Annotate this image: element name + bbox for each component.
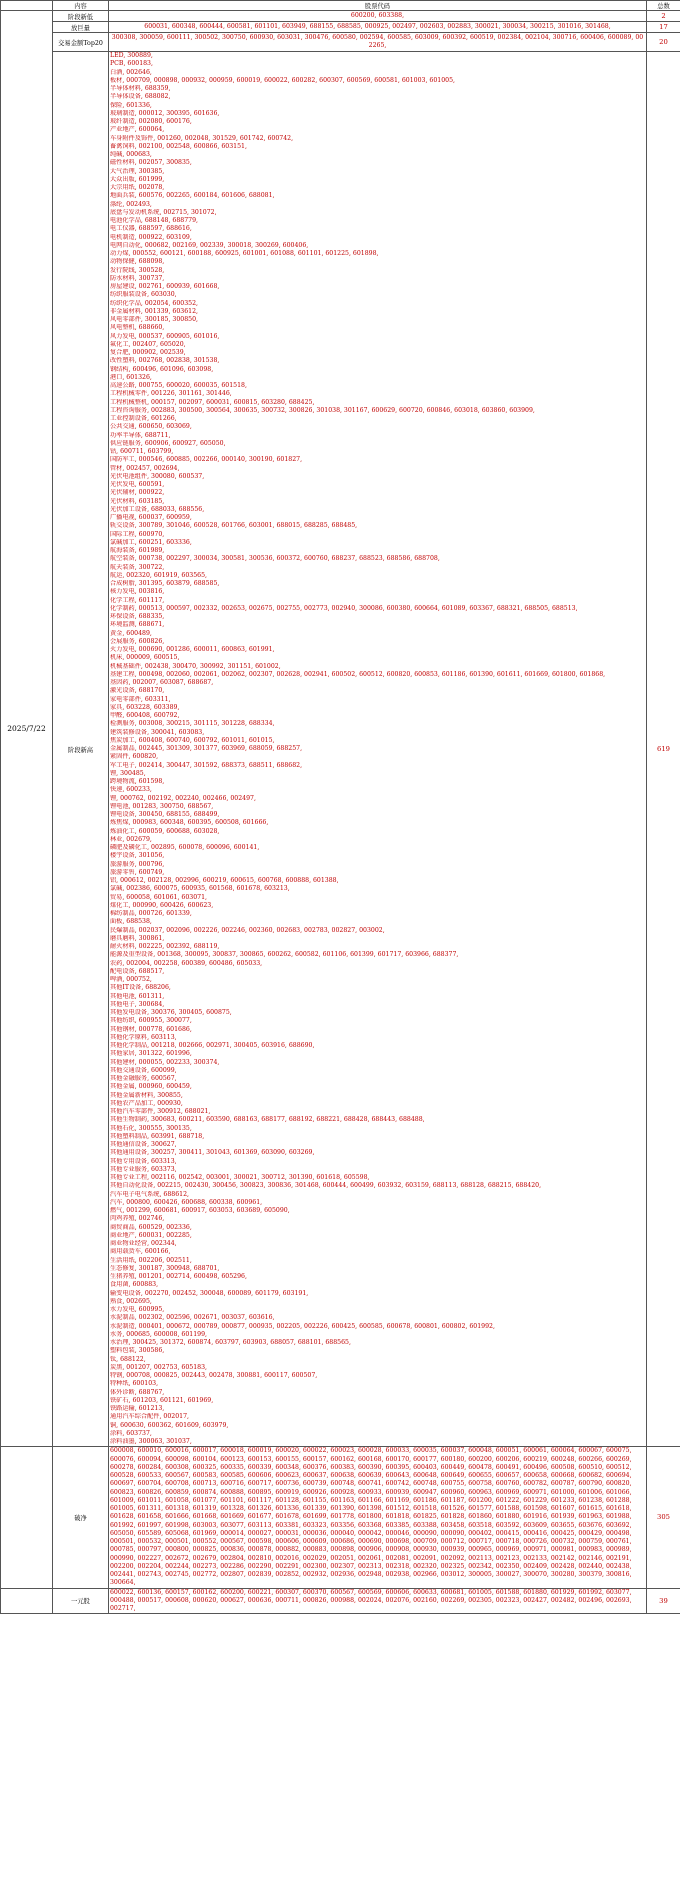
row-below-net-asset (1, 1447, 680, 1588)
code-line: 大气治理, 300385, (110, 167, 165, 175)
code-line: 生活用纸, 002206, 002511, (110, 1256, 192, 1264)
code-line: 核力发电, 003816, (110, 588, 165, 596)
code-line: 化学制药, 000513, 000597, 002332, 002653, 002675, 002755, 002773, 002940, 300086, 600380, 600664, 601089, 603367, 688321, 688505, 688513, (110, 604, 578, 612)
code-line: 605050, 605589, 605068, 601969, 000014, 000027, 000031, 000036, 000040, 000042, 000046, 000090, 000090, 000402, 000415, 000416, 000425, 000429, 000498, (110, 1529, 632, 1537)
code-line: 动力煤, 000552, 600121, 600188, 600925, 601001, 601088, 601101, 601225, 601898, (110, 250, 379, 257)
code-line: 耐火材料, 002225, 002392, 688119, (110, 943, 220, 950)
code-line: 火力发电, 000690, 001286, 600011, 600863, 601991, (110, 646, 275, 653)
code-line: 环境监测, 688671, (110, 621, 165, 629)
code-line: 环保设备, 688335, (110, 613, 165, 620)
code-line: 600076, 600094, 600098, 600104, 600123, 600153, 600155, 600157, 600162, 600168, 600170, 600177, 600180, 600200, 600206, 600219, 600248, 600266, 600269, (110, 1455, 632, 1463)
code-line: 其他农产品加工, 000930, (110, 1099, 183, 1107)
codes-cell (109, 52, 647, 1447)
code-line: 化学工程, 601117, (110, 596, 165, 604)
code-line: 复合肥, 000902, 002539, (110, 349, 186, 356)
code-line: 炼焦煤, 000983, 600348, 600395, 600508, 601666, (110, 819, 269, 827)
code-line: 保险, 601336, (110, 101, 152, 109)
code-line: 锂电池, 001283, 300750, 688567, (110, 802, 214, 810)
code-line: 钢结构, 600496, 601096, 603098, (110, 365, 214, 373)
header-row (1, 1, 680, 11)
code-line: 工程机械零件, 001226, 301161, 301446, (110, 390, 232, 398)
code-line: 铁路运输, 601213, (110, 1405, 165, 1412)
code-line: 其他生物制药, 300683, 600211, 603590, 688163, 688177, 688192, 688221, 688428, 688443, 688488, (110, 1116, 425, 1124)
code-line: 其他金属新材料, 300855, (110, 1091, 183, 1099)
code-line: 黄金, 600489, (110, 629, 152, 637)
code-line: 动物保健, 688098, (110, 258, 165, 266)
code-line: 管材, 002457, 002694, (110, 464, 180, 472)
code-line: 林业, 002679, (110, 835, 152, 843)
code-line: 会展服务, 600826, (110, 637, 165, 645)
code-line: 配电设备, 688517, (110, 967, 165, 975)
code-line: 紧固件, 600820, (110, 753, 159, 761)
code-line: 基建工程, 000498, 002060, 002061, 002062, 002307, 002628, 002941, 600502, 600512, 600820, 600853, 601186, 601390, 601611, 601669, 601800, 601868, (110, 670, 606, 678)
code-line: 300664, (110, 1579, 136, 1587)
code-line: 其他钢材, 000778, 601686, (110, 1025, 192, 1033)
code-line: 商贸商品, 600529, 002336, (110, 1223, 192, 1231)
code-line: 金属制品, 002445, 301309, 301377, 603969, 688059, 688257, (110, 745, 303, 752)
code-line: 其他IT设备, 688206, (110, 984, 171, 992)
category-cell: 交易金额Top20 (53, 33, 109, 52)
code-line: 水治理, 300425, 301372, 600874, 603797, 603903, 688057, 688101, 688565, (110, 1339, 351, 1346)
code-line: 航天装备, 300722, (110, 563, 165, 571)
code-line: 跨境物流, 601598, (110, 778, 165, 785)
total-cell: 305 (647, 1447, 680, 1588)
code-line: 快递, 600233, (110, 786, 152, 794)
code-line: 铜, 600630, 600362, 601609, 603979, (110, 1421, 229, 1429)
code-line: 合成树脂, 301395, 603879, 688585, (110, 580, 220, 587)
code-line: 600022, 600136, 600157, 600162, 600200, 600221, 600307, 600370, 600567, 600569, 600606, 600633, 600681, 601005, 601588, 601880, 601929, 601992, 603077, (110, 1588, 632, 1596)
code-line: 600528, 600533, 600567, 600583, 600585, 600606, 600623, 600637, 600638, 600639, 600643, 600648, 600649, 600655, 600657, 600658, 600668, 600682, 600694, (110, 1472, 632, 1479)
code-line: 000785, 000797, 000800, 000825, 000836, 000878, 000882, 000883, 000898, 000906, 000908, 000930, 000939, 000965, 000969, 000971, 000981, 000983, 000989, (110, 1546, 632, 1554)
category-cell: 破净 (53, 1447, 109, 1588)
code-line: 商用载货车, 600166, (110, 1248, 171, 1256)
code-line: 轨交设备, 300789, 301046, 600528, 601766, 603001, 688015, 688285, 688485, (110, 522, 358, 530)
code-line: 车身附件及饰件, 001260, 002048, 301529, 601742, 600742, (110, 134, 294, 142)
code-line: 其他汽车零部件, 300912, 688021, (110, 1108, 211, 1115)
code-line: 底盘与发动机系统, 002715, 301072, (110, 208, 217, 216)
code-line: 农药, 002004, 002258, 600389, 600486, 605033, (110, 959, 263, 967)
code-line: 汽车电子电气系统, 688612, (110, 1190, 190, 1198)
code-line: 家电零部件, 603311, (110, 695, 171, 703)
code-line: 供应链服务, 600906, 600927, 605050, (110, 439, 226, 447)
code-line: 涂料, 603737, (110, 1429, 152, 1437)
total-cell: 2 (647, 11, 680, 22)
code-line: 旅游服务, 000796, (110, 860, 165, 868)
code-line: 锂, 300485, (110, 769, 146, 777)
code-line: 光伏发电, 600591, (110, 481, 165, 488)
code-line: 燃气, 001299, 600681, 600917, 603053, 603689, 605090, (110, 1207, 290, 1214)
code-line: 贸易, 600058, 601061, 603071, (110, 893, 208, 901)
code-line: 600008, 600010, 600016, 600017, 600018, 600019, 600020, 600022, 600023, 600028, 600033, 600035, 600037, 600048, 600051, 600061, 600064, 600067, 600075, (110, 1447, 632, 1455)
code-line: 铁矿石, 601203, 601121, 601969, (110, 1396, 214, 1404)
code-line: 风力发电, 000537, 600905, 601016, (110, 332, 220, 340)
code-line: 其他发电设备, 300376, 300405, 600875, (110, 1009, 232, 1016)
code-line: 601009, 601011, 601058, 601077, 601101, 601117, 601128, 601155, 601163, 601166, 601169, 601186, 601187, 601200, 601222, 601229, 601233, 601238, 601288, (110, 1496, 632, 1504)
code-line: 产业地产, 600064, (110, 126, 165, 134)
code-line: 其他塑料制品, 603991, 688718, (110, 1132, 205, 1140)
code-line: 水务, 000685, 600008, 601199, (110, 1330, 208, 1338)
row-huge-volume (1, 22, 680, 33)
code-line: 工程机械整机, 000157, 002097, 600031, 600815, 603280, 688425, (110, 398, 315, 406)
code-line: 002200, 002204, 002244, 002273, 002286, 002290, 002291, 002300, 002307, 002313, 002318, 002320, 002325, 002342, 002350, 002409, 002428, 002440, 002438, (110, 1562, 632, 1570)
code-line: 其他电子, 300684, (110, 1000, 165, 1008)
code-line: 地面兵装, 600576, 002265, 600184, 601606, 688081, (110, 192, 275, 200)
total-cell: 39 (647, 1588, 680, 1614)
code-line: 其他通信设备, 300627, (110, 1141, 177, 1148)
code-line: 啤酒, 000752, (110, 976, 152, 983)
code-line: 磨具磨料, 300861, (110, 934, 165, 942)
category-cell: 一元股 (53, 1588, 109, 1614)
code-line: 检测服务, 003008, 300215, 301115, 301228, 688334, (110, 720, 275, 728)
total-cell: 17 (647, 22, 680, 33)
code-line: 600823, 600826, 600859, 600874, 600888, 600895, 600919, 600926, 600928, 600933, 600939, 600947, 600960, 600963, 600969, 600971, 601000, 601006, 601066, (110, 1488, 632, 1496)
code-line: 其他建材, 000055, 002233, 300374, (110, 1058, 220, 1066)
code-line: 其他交通设备, 600099, (110, 1066, 177, 1074)
code-line: 其他专业服务, 603373, (110, 1165, 177, 1173)
total-cell: 619 (647, 52, 680, 1447)
code-line: 氯碱, 002386, 600075, 600935, 601568, 601678, 603213, (110, 885, 290, 893)
code-line: 炼油化工, 600059, 600688, 603028, (110, 827, 220, 835)
code-line: 房屋建设, 002761, 600939, 601668, (110, 283, 220, 290)
row-new-high (1, 52, 680, 1447)
row-one-yuan-stock (1, 1588, 680, 1614)
code-line: 其他专业工程, 002116, 002542, 003001, 300021, 300712, 301390, 601618, 605598, (110, 1174, 370, 1181)
code-line: 煤化工, 000990, 600426, 600623, (110, 901, 214, 909)
code-line: 电池化学品, 688148, 688779, (110, 217, 199, 224)
code-line: 其他通用设备, 300257, 300411, 301043, 601369, 603090, 603269, (110, 1149, 315, 1157)
code-line: 磁性材料, 002057, 300835, (110, 159, 192, 167)
code-line: 光伏加工设备, 688033, 688556, (110, 505, 205, 513)
code-line: 电工仪器, 688597, 688616, (110, 225, 192, 233)
code-line: 航海装备, 601989, (110, 547, 165, 554)
code-line: 基因药, 002007, 603087, 688687, (110, 679, 214, 686)
codes-cell (109, 1588, 647, 1614)
code-line: 肉鸡养殖, 002746, (110, 1215, 165, 1223)
code-line: 大众出版, 601999, (110, 175, 165, 183)
code-line: 纯碱, 000683, (110, 151, 152, 158)
code-line: 商业物业经营, 002344, (110, 1240, 177, 1247)
code-line: 楼宇设备, 301056, (110, 852, 165, 860)
code-line: 其他自动化设备, 002215, 002430, 300456, 300823, 300836, 301468, 600444, 600499, 603932, 603159, 688113, 688128, 688215, 688420, (110, 1182, 542, 1190)
header-total: 总数 (647, 1, 680, 11)
code-line: 通用汽车综合配件, 002017, (110, 1413, 190, 1421)
code-line: 机械基础件, 002438, 300470, 300992, 301151, 601002, (110, 662, 281, 670)
code-line: 发行院线, 300528, (110, 266, 165, 274)
row-new-low (1, 11, 680, 22)
code-line: 其他石化, 300555, 300135, (110, 1124, 192, 1132)
code-line: 生态修复, 300187, 300948, 688701, (110, 1264, 220, 1272)
code-line: 风电零部件, 300185, 300850, (110, 316, 199, 323)
code-line: 涤纶, 002493, (110, 200, 152, 208)
code-line: 600697, 600704, 600708, 600713, 600716, 600717, 600736, 600739, 600748, 600741, 600742, 600748, 600755, 600758, 600760, 600782, 600787, 600790, 600820, (110, 1480, 632, 1488)
code-line: 塑料包装, 300586, (110, 1347, 165, 1355)
code-line: 大宗用纸, 002078, (110, 184, 165, 191)
code-line: 光伏辅材, 000922, (110, 489, 165, 497)
category-cell: 阶段新低 (53, 11, 109, 22)
codes-cell (109, 1447, 647, 1588)
code-line: 白酒, 002646, (110, 68, 152, 76)
code-line: PCB, 600183, (110, 60, 153, 68)
code-line: 水泥制造, 000401, 000672, 000789, 000877, 000935, 002205, 002226, 600425, 600585, 600678, 600801, 600802, 601992, (110, 1322, 495, 1330)
code-line: 水泥制品, 002302, 002596, 002671, 003037, 603616, (110, 1314, 275, 1322)
code-line: 其他家居, 301322, 601996, (110, 1050, 192, 1058)
code-line: 纺织化学品, 002054, 600352, (110, 299, 199, 307)
code-line: 激光设备, 688170, (110, 687, 165, 695)
code-line: 其他电池, 601311, (110, 992, 165, 1000)
code-line: 焦炭加工, 600408, 600740, 600792, 601011, 601015, (110, 736, 275, 744)
code-line: 其他化学原料, 603113, (110, 1033, 177, 1041)
code-line: 面板, 688538, (110, 918, 152, 926)
code-line: 畜禽饲料, 002100, 002548, 600866, 603151, (110, 142, 247, 150)
category-cell: 放巨量 (53, 22, 109, 33)
code-line: 电机制造, 000922, 603109, (110, 233, 192, 241)
header-date (1, 1, 53, 11)
code-line: 玻璃制造, 000012, 300395, 601636, (110, 109, 220, 117)
code-line: 商业地产, 600031, 002285, (110, 1231, 192, 1239)
code-line: 风电整机, 688660, (110, 324, 165, 332)
code-line: 其他专用设备, 603313, (110, 1157, 177, 1165)
codes-cell: 600200, 603388, (109, 11, 647, 22)
code-line: 汽车, 000800, 600426, 600688, 600338, 600961, (110, 1198, 263, 1206)
code-line: 高速公路, 000755, 600020, 600035, 601518, (110, 382, 247, 389)
code-line: 涂料油墨, 300063, 301037, (110, 1438, 192, 1445)
code-line: 航运, 002320, 601919, 603565, (110, 571, 208, 579)
code-line: 000488, 000517, 000608, 000620, 000627, 000636, 000711, 000826, 000988, 002024, 002076, 002160, 002269, 002305, 002323, 002427, 002482, 002496, 002693, (110, 1596, 632, 1604)
code-line: 输变电设备, 002270, 002452, 300048, 600089, 601179, 603191, (110, 1289, 309, 1297)
code-line: 纺织服装设备, 603030, (110, 291, 177, 299)
code-line: 铝, 000612, 002128, 002996, 600219, 600615, 600768, 600888, 601388, (110, 877, 339, 884)
row-turnover-top20 (1, 33, 680, 52)
code-line: 棉纺制品, 000726, 601339, (110, 910, 192, 917)
code-line: 电网自动化, 000682, 002169, 002339, 300018, 300269, 600406, (110, 241, 309, 249)
code-line: 锂, 000762, 002192, 002240, 002466, 002497, (110, 794, 256, 802)
code-line: 体外诊断, 688767, (110, 1388, 165, 1396)
code-line: 能源及重型设备, 001368, 300095, 300837, 300865, 600262, 600582, 601106, 601399, 601717, 603966, 688377, (110, 951, 459, 959)
code-line: 民爆制品, 002037, 002096, 002226, 002246, 002360, 002683, 002783, 002827, 003002, (110, 926, 385, 934)
date-cell-empty (1, 1588, 53, 1614)
code-line: 工业控制设备, 601266, (110, 415, 177, 422)
code-line: 广播电视, 600037, 600959, (110, 514, 192, 521)
code-line: 601628, 601658, 601666, 601668, 601669, 601677, 601678, 601699, 601778, 601800, 601818, 601825, 601828, 601860, 601880, 601916, 601939, 601963, 601988, (110, 1513, 632, 1521)
code-line: 601992, 601997, 601998, 603003, 603077, 603113, 603381, 603323, 603356, 603368, 603385, 603388, 603458, 603518, 603592, 603609, 603655, 603676, 603692, (110, 1521, 632, 1529)
code-line: 功率半导体, 688711, (110, 431, 171, 439)
code-line: 特钢, 000708, 000825, 002443, 002478, 300881, 600117, 600507, (110, 1372, 318, 1379)
code-line: 家具, 603228, 603389, (110, 703, 180, 711)
code-line: 非金属材料, 001339, 603612, (110, 307, 199, 315)
code-line: 氟化工, 002407, 605020, (110, 340, 186, 348)
code-line: 其他金融服务, 600567, (110, 1075, 177, 1082)
code-line: 食用菌, 600883, (110, 1281, 159, 1289)
code-line: 其他金属, 000960, 600459, (110, 1083, 192, 1091)
code-line: 光伏电池组件, 300080, 600537, (110, 472, 205, 480)
code-line: 601005, 601311, 601318, 601319, 601328, 601326, 601336, 601339, 601390, 601398, 601512, 601518, 601526, 601577, 601588, 601598, 601607, 601615, 601618, (110, 1505, 632, 1512)
code-line: 000990, 002227, 002672, 002679, 002804, 002810, 002016, 002029, 002051, 002061, 002081, 002091, 002092, 002113, 002123, 002133, 002142, 002146, 002191, (110, 1554, 632, 1562)
code-line: 光伏材料, 603185, (110, 497, 165, 505)
code-line: 其他化学制品, 001218, 002666, 002971, 300405, 603916, 688690, (110, 1042, 315, 1049)
code-line: 军工电子, 002414, 300447, 301592, 688373, 688511, 688682, (110, 761, 303, 769)
code-line: 002441, 002743, 002745, 002772, 002807, 002839, 002852, 002932, 002936, 002948, 002938, 002966, 003012, 300005, 300027, 300070, 300280, 300379, 300816, (110, 1571, 632, 1578)
code-line: 半导体材料, 688359, (110, 85, 171, 92)
code-line: 玻纤制造, 002080, 600176, (110, 118, 192, 125)
code-line: 机床, 000009, 600515, (110, 654, 180, 662)
code-line: 板材, 000709, 000898, 000932, 000959, 600019, 600022, 600282, 600307, 600569, 600581, 601003, 601005, (110, 76, 455, 84)
code-line: 公共交通, 600650, 603069, (110, 423, 192, 431)
code-line: 炭黑, 001207, 002753, 605183, (110, 1363, 208, 1371)
code-line: 建筑装修设备, 300041, 603083, (110, 728, 205, 736)
header-codes: 股票代码 (109, 1, 647, 11)
header-category: 内容 (53, 1, 109, 11)
code-line: 氯碱加工, 600251, 603336, (110, 538, 192, 546)
code-line: 航空装备, 000738, 002297, 300034, 300581, 300536, 600372, 600760, 688237, 688523, 688586, 688708, (110, 555, 440, 563)
code-line: 半导体设备, 688082, (110, 93, 171, 101)
code-line: 改性塑料, 002768, 002838, 301538, (110, 357, 220, 365)
code-line: 磷肥及磷化工, 002895, 600078, 600096, 600141, (110, 844, 260, 851)
code-line: 国防军工, 000546, 600885, 002266, 000140, 300190, 601827, (110, 456, 303, 464)
date-cell-empty (1, 1447, 53, 1588)
code-line: 甲醛, 600408, 600792, (110, 712, 180, 719)
code-line: 国际工程, 600970, (110, 530, 165, 538)
code-line: 生猪养殖, 001201, 002714, 600498, 605296, (110, 1273, 247, 1280)
total-cell: 20 (647, 33, 680, 52)
code-line: 工程咨询服务, 002883, 300500, 300564, 300635, 300732, 300826, 301038, 301167, 600629, 600720, 600846, 603018, 603860, 603909, (110, 406, 535, 414)
code-line: 旅游零售, 600749, (110, 868, 165, 876)
code-line: 600278, 600284, 600308, 600325, 600335, 600339, 600348, 600376, 600383, 600390, 600395, 600403, 600449, 600478, 600491, 600496, 600508, 600510, 600512, (110, 1463, 632, 1471)
category-cell: 阶段新高 (53, 52, 109, 1447)
code-line: 熟食, 002695, (110, 1297, 152, 1305)
codes-cell: 300308, 300059, 600111, 300502, 300750, 600930, 603031, 300476, 600580, 002594, 600585, 603009, 600392, 600519, 002384, 002104, 300716, 600406, 600089, 002265, (109, 33, 647, 52)
code-line: 钴, 600711, 603799, (110, 448, 174, 455)
code-line: LED, 300889, (110, 52, 153, 59)
code-line: 002717, (110, 1605, 136, 1612)
code-line: 000501, 000532, 000501, 000552, 000567, 000598, 000606, 000609, 000686, 000690, 000698, 000709, 000712, 000717, 000718, 000726, 000732, 000759, 000761, (110, 1538, 632, 1545)
code-line: 其他纺织, 600955, 300077, (110, 1017, 192, 1025)
date-cell: 2025/7/22 (1, 11, 53, 1447)
code-line: 钛, 688122, (110, 1355, 146, 1363)
code-line: 防水材料, 300737, (110, 274, 165, 282)
codes-cell: 600031, 600348, 600444, 600581, 601101, 603949, 688155, 688585, 000925, 002497, 002603, 002883, 300021, 300034, 300215, 301016, 301468, (109, 22, 647, 33)
code-line: 水力发电, 600995, (110, 1306, 165, 1313)
code-line: 特种纸, 600103, (110, 1380, 159, 1388)
code-line: 锂电设备, 300450, 688155, 688499, (110, 811, 220, 818)
code-line: 港口, 601326, (110, 373, 152, 381)
